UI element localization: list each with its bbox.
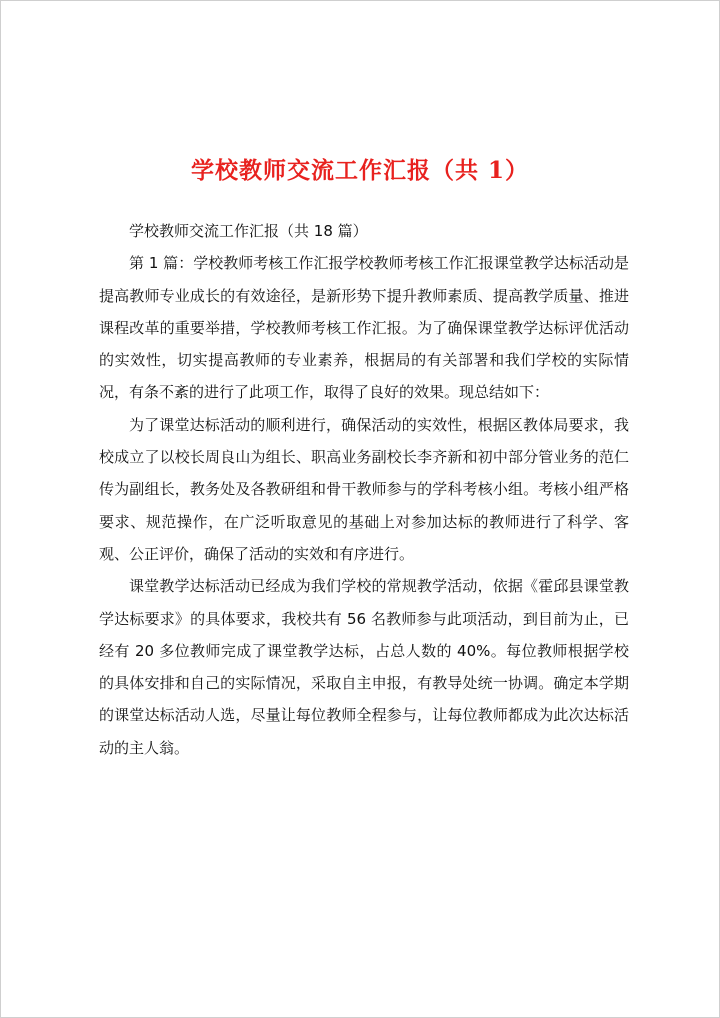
paragraph-2: 为了课堂达标活动的顺利进行，确保活动的实效性，根据区教体局要求，我校成立了以校长周良山为组长、职高业务副校长李齐新和初中部分管业务的范仁传为副组长，教务处及各教研组和骨干教师参与的学科考核小组。考核小组严格要求、规范操作，在广泛听取意见的基础上对参加达标的教师进行了科学、客观、公正评价，确保了活动的实效和有序进行。 bbox=[99, 415, 629, 563]
paragraph-3: 课堂教学达标活动已经成为我们学校的常规教学活动，依据《霍邱县课堂教学达标要求》的具体要求，我校共有 56 名教师参与此项活动，到目前为止，已经有 20 多位教师完成了课堂教学达标，占总人数的 40%。每位教师根据学校的具体安排和自己的实际情况，采取自主申报，有教导处统一协调。确定本学期的课堂达标活动人选，尽量让每位教师全程参与，让每位教师都成为此次达标活动的主人翁。 bbox=[99, 577, 629, 757]
paragraph-subtitle: 学校教师交流工作汇报（共 18 篇） bbox=[129, 222, 368, 240]
paragraph-1: 第 1 篇：学校教师考核工作汇报学校教师考核工作汇报课堂教学达标活动是提高教师专业成长的有效途径，是新形势下提升教师素质、提高教学质量、推进课程改革的重要举措，学校教师考核工作汇报。为了确保课堂教学达标评优活动的实效性，切实提高教师的专业素养，根据局的有关部署和我们学校的实际情况，有条不紊的进行了此项工作，取得了良好的效果。现总结如下： bbox=[99, 254, 629, 402]
document-body bbox=[99, 215, 629, 764]
document-title: 学校教师交流工作汇报（共 1） bbox=[190, 157, 529, 184]
